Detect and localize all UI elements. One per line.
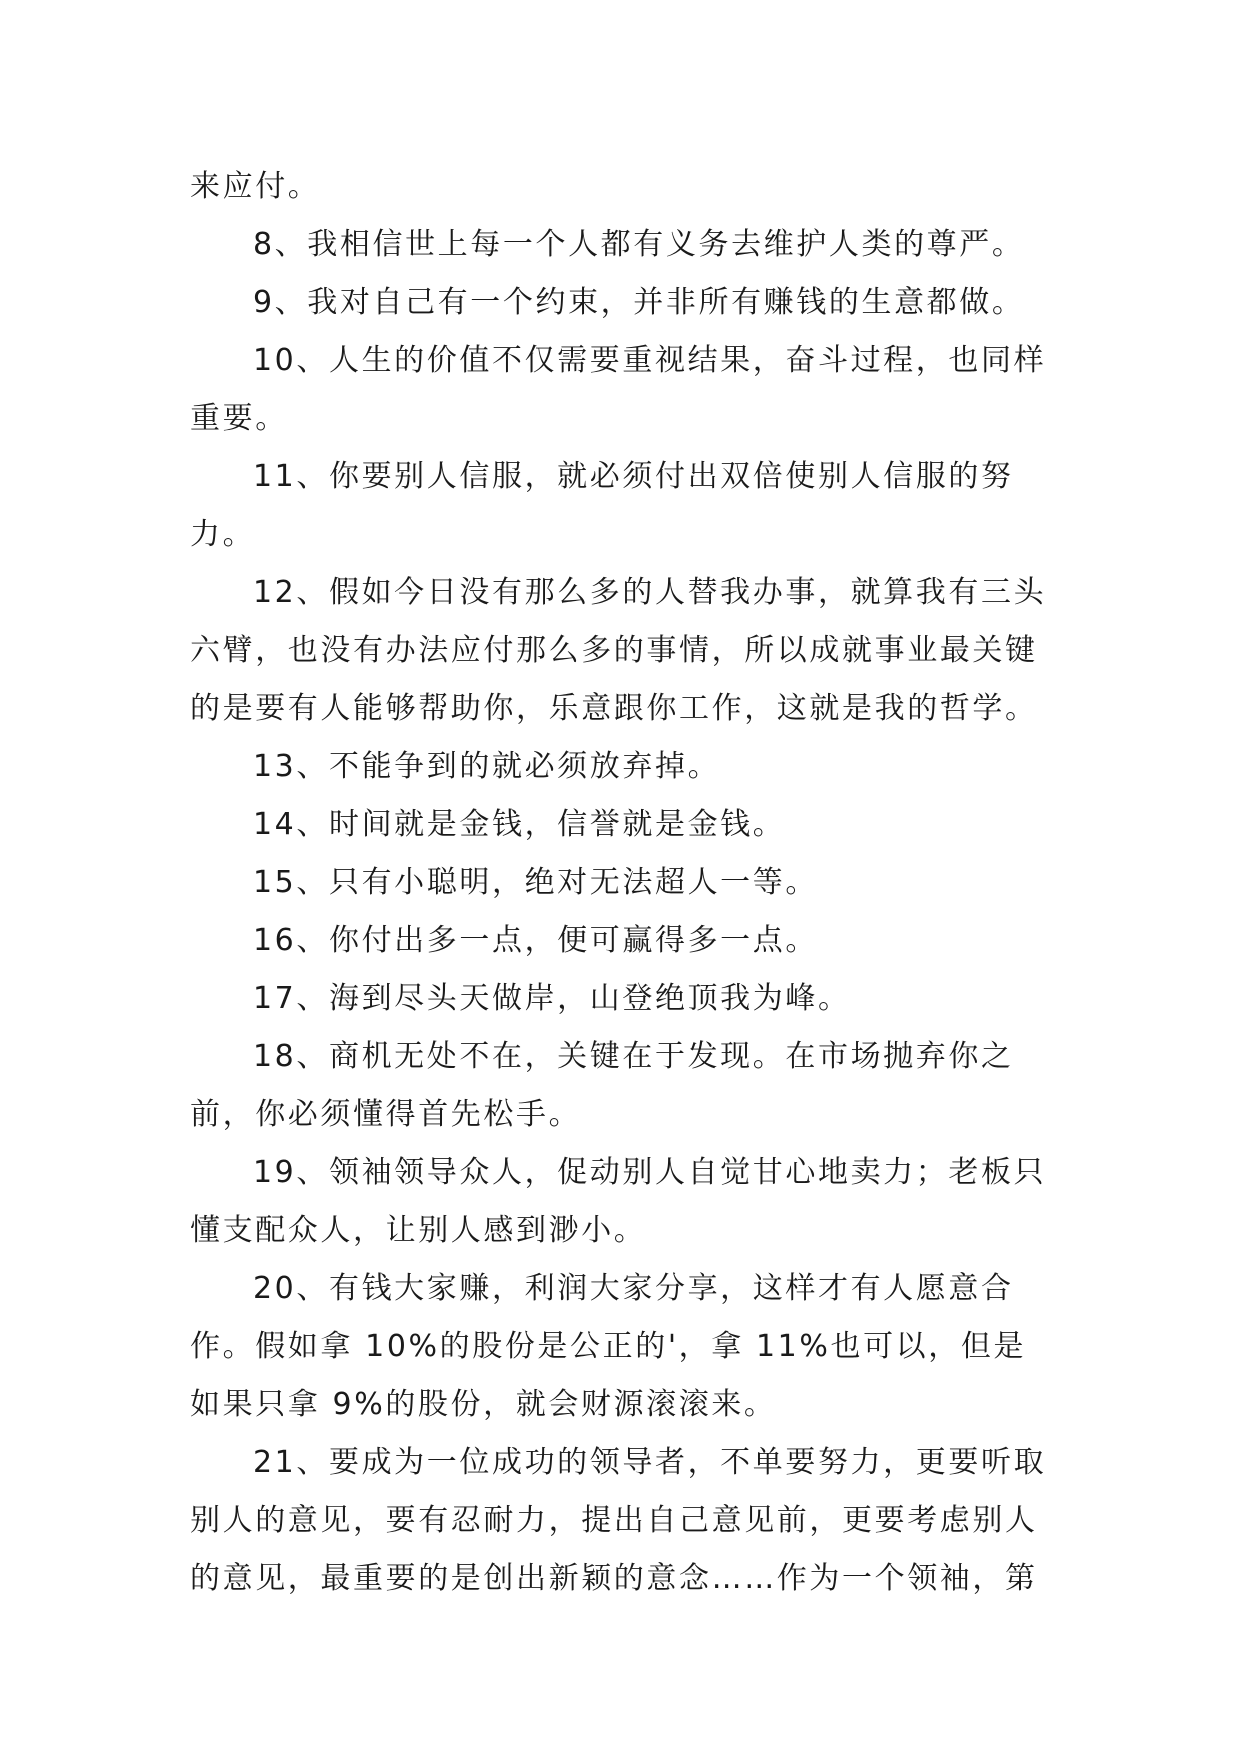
quote-21: 21、要成为一位成功的领导者，不单要努力，更要听取别人的意见，要有忍耐力，提出自己意见前，更要考虑别人的意见，最重要的是创出新颖的意念……作为一个领袖，第 bbox=[190, 1445, 1047, 1596]
paragraph-continuation: 来应付。 bbox=[190, 169, 321, 204]
quote-15: 15、只有小聪明，绝对无法超人一等。 bbox=[253, 865, 818, 900]
quote-20: 20、有钱大家赚，利润大家分享，这样才有人愿意合作。假如拿 10%的股份是公正的'，拿 11%也可以，但是如果只拿 9%的股份，就会财源滚滚来。 bbox=[190, 1271, 1027, 1422]
quote-17: 17、海到尽头天做岸，山登绝顶我为峰。 bbox=[253, 981, 851, 1016]
quote-12: 12、假如今日没有那么多的人替我办事，就算我有三头六臂，也没有办法应付那么多的事情，所以成就事业最关键的是要有人能够帮助你，乐意跟你工作，这就是我的哲学。 bbox=[190, 575, 1047, 726]
quote-8: 8、我相信世上每一个人都有义务去维护人类的尊严。 bbox=[253, 227, 1025, 262]
quote-16: 16、你付出多一点，便可赢得多一点。 bbox=[253, 923, 818, 958]
quote-9: 9、我对自己有一个约束，并非所有赚钱的生意都做。 bbox=[253, 285, 1025, 320]
quote-13: 13、不能争到的就必须放弃掉。 bbox=[253, 749, 721, 784]
quote-14: 14、时间就是金钱，信誉就是金钱。 bbox=[253, 807, 786, 842]
document-body bbox=[190, 158, 1050, 1608]
quote-18: 18、商机无处不在，关键在于发现。在市场抛弃你之前，你必须懂得首先松手。 bbox=[190, 1039, 1014, 1132]
quote-19: 19、领袖领导众人，促动别人自觉甘心地卖力；老板只懂支配众人，让别人感到渺小。 bbox=[190, 1155, 1047, 1248]
quote-11: 11、你要别人信服，就必须付出双倍使别人信服的努力。 bbox=[190, 459, 1014, 552]
quote-10: 10、人生的价值不仅需要重视结果，奋斗过程，也同样重要。 bbox=[190, 343, 1047, 436]
